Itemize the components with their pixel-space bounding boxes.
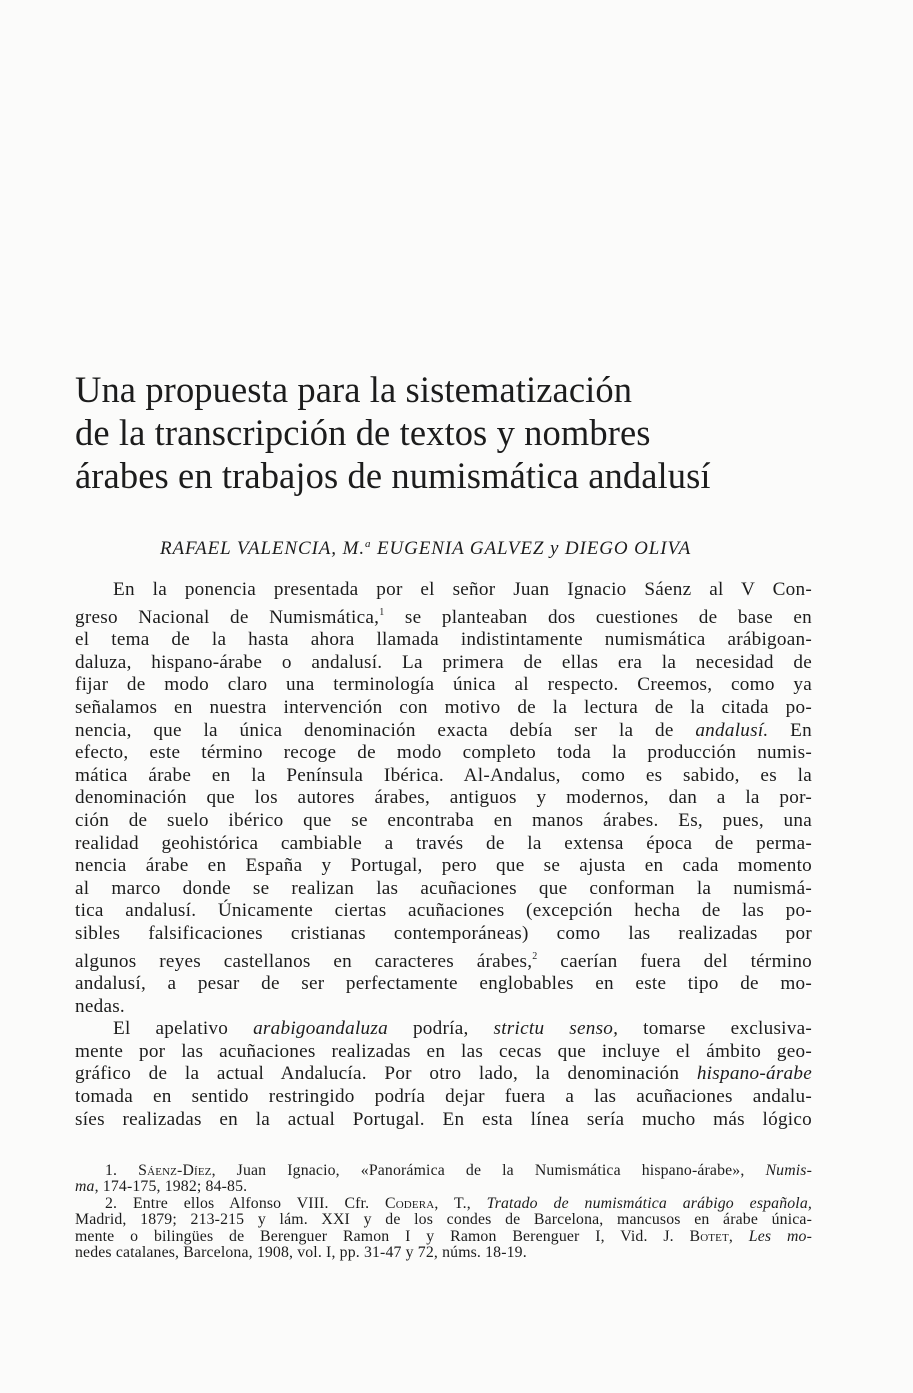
text-span: , Juan Ignacio, «Panorámica de la Numismática hispano-árabe», [211, 1162, 766, 1179]
footnote-number: 1. [105, 1162, 139, 1179]
italic-term: arabigoandaluza [253, 1018, 388, 1040]
text-span: , [728, 1227, 749, 1245]
text-span: caerían fuera del término [537, 950, 813, 972]
text-span: El apelativo [113, 1018, 254, 1040]
text-line: ción de suelo ibérico que se encontraba en manos árabes. Es, pues, una [75, 809, 812, 831]
text-line: En la ponencia presentada por el señor Juan Ignacio Sáenz al V Con- [113, 579, 812, 600]
paragraph-1 [75, 579, 812, 1018]
text-line [75, 720, 812, 743]
footnote-2-cont [75, 1229, 812, 1245]
text-span: tomarse exclusiva- [618, 1018, 812, 1040]
footnotes [75, 1163, 812, 1261]
paragraph-2 [75, 1018, 812, 1131]
author-line [160, 538, 860, 560]
text-line: mática árabe en la Península Ibérica. Al-Andalus, como es sabido, es la [75, 764, 812, 786]
text-span: En [768, 719, 812, 741]
italic-term: Numis- [765, 1162, 813, 1179]
text-line: tomada en sentido restringido podría dejar fuera a las acuñaciones andalu- [75, 1086, 812, 1108]
italic-term: ma [75, 1178, 95, 1196]
title-line: árabes en trabajos de numismática andalusí [75, 455, 711, 496]
text-line [75, 602, 812, 630]
text-line: andalusí, a pesar de ser perfectamente englobables en este tipo de mo- [75, 973, 812, 995]
text-line: mente por las acuñaciones realizadas en las cecas que incluye el ámbito geo- [75, 1040, 812, 1062]
text-span: se planteaban dos cuestiones de base en [384, 606, 812, 628]
text-line: nencia árabe en España y Portugal, pero que se ajusta en cada momento [75, 855, 812, 877]
text-line: síes realizadas en la actual Portugal. En esta línea sería mucho más lógico [75, 1108, 812, 1130]
text-span: podría, [387, 1018, 494, 1040]
footnote-1 [75, 1163, 812, 1179]
italic-term: strictu senso, [493, 1018, 619, 1040]
text-line: señalamos en nuestra intervención con motivo de la lectura de la citada po- [75, 696, 812, 718]
footnote-2-cont: Madrid, 1879; 213-215 y lám. XXI y de los condes de Barcelona, mancusos en árabe única- [75, 1211, 812, 1229]
footnote-2-cont: nedes catalanes, Barcelona, 1908, vol. I, pp. 31-47 y 72, núms. 18-19. [75, 1244, 527, 1262]
footnote-1-cont [75, 1179, 812, 1195]
author-name: Sáenz-Díez [138, 1162, 212, 1179]
text-line: el tema de la hasta ahora llamada indistintamente numismática arábigoan- [75, 629, 812, 651]
footnote-ref: 1 [379, 606, 385, 618]
text-span: mente o bilingües de Berenguer Ramon I y Ramon Berenguer I, Vid. J. [75, 1227, 690, 1245]
authors-part2: EUGENIA GALVEZ y DIEGO OLIVA [371, 538, 692, 559]
text-line: al marco donde se realizan las acuñaciones que conforman la numismá- [75, 877, 812, 899]
article-title [75, 368, 855, 497]
footnote-ref: 2 [532, 950, 538, 962]
author-name: Codera [385, 1194, 435, 1212]
text-line [75, 1018, 812, 1041]
text-span: , T., [434, 1194, 487, 1212]
text-span: gráfico de la actual Andalucía. Por otro lado, la denominación [75, 1063, 697, 1085]
text-line: denominación que los autores árabes, antiguos y modernos, dan a la por- [75, 787, 812, 809]
text-line: sibles falsificaciones cristianas contemporáneas) como las realizadas por [75, 922, 812, 944]
text-span: greso Nacional de Numismática, [75, 606, 380, 628]
text-line: daluza, hispano-árabe o andalusí. La primera de ellas era la necesidad de [75, 651, 812, 673]
footnote-2 [75, 1196, 812, 1212]
italic-term: hispano-árabe [696, 1063, 812, 1085]
text-line: realidad geohistórica cambiable a través de la extensa época de perma- [75, 832, 812, 854]
text-line: efecto, este término recoge de modo completo toda la producción numis- [75, 742, 812, 764]
text-line: nedas. [75, 995, 125, 1017]
text-line [75, 1063, 812, 1086]
text-span: nencia, que la única denominación exacta debía ser la de [75, 719, 674, 741]
text-line: fijar de modo claro una terminología única al respecto. Creemos, como ya [75, 674, 812, 696]
italic-term: Les mo- [748, 1227, 812, 1245]
italic-term: andalusí. [695, 719, 769, 741]
text-line [75, 946, 812, 974]
text-span: , 174-175, 1982; 84-85. [94, 1178, 248, 1196]
text-span: 2. Entre ellos Alfonso VIII. Cfr. [105, 1194, 386, 1212]
text-span: algunos reyes castellanos en caracteres árabes, [75, 950, 533, 972]
author-name: Botet [689, 1227, 729, 1245]
title-line: Una propuesta para la sistematización [75, 369, 633, 410]
authors-superscript: a [365, 538, 372, 550]
authors-part1: RAFAEL VALENCIA, M. [160, 538, 365, 559]
title-line: de la transcripción de textos y nombres [75, 412, 651, 453]
text-line: tica andalusí. Únicamente ciertas acuñaciones (excepción hecha de las po- [75, 900, 812, 922]
italic-term: Tratado de numismática arábigo española, [486, 1194, 812, 1212]
article-body [75, 579, 812, 1131]
